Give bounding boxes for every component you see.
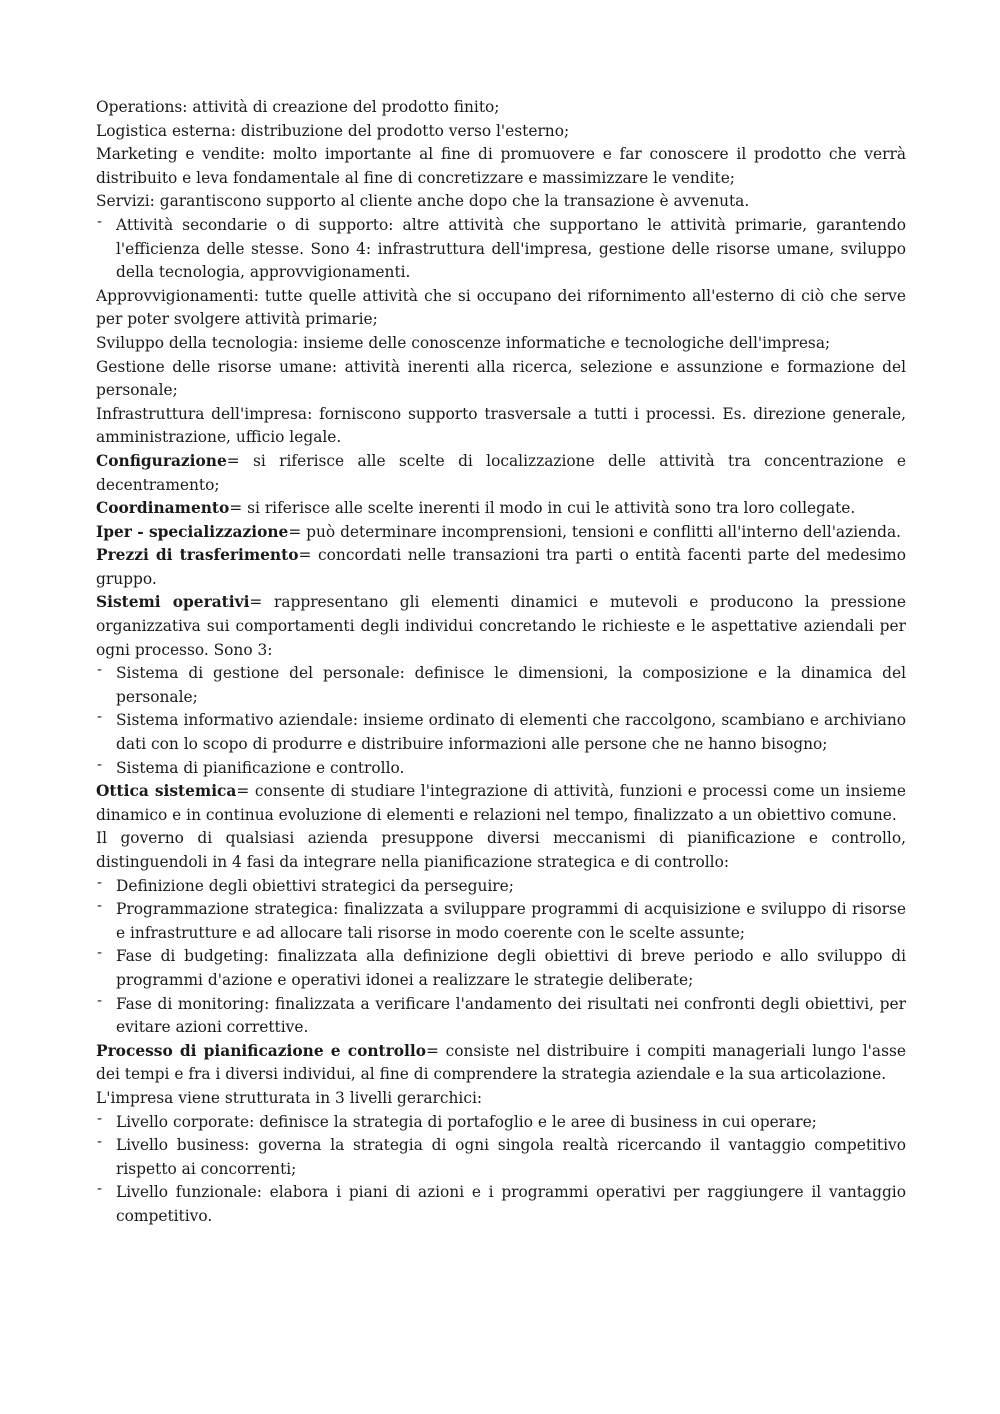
list-item: - Sistema di pianificazione e controllo.: [96, 757, 906, 781]
dash-list: [96, 662, 906, 780]
paragraph: Approvvigionamenti: tutte quelle attività che si occupano dei rifornimento all'esterno di ciò che serve per poter svolgere attività primarie;: [96, 286, 906, 329]
definition-text: = si riferisce alle scelte di localizzazione delle attività tra concentrazione e decentramento;: [96, 451, 906, 494]
list-item: - Sistema informativo aziendale: insieme ordinato di elementi che raccolgono, scambiano e archiviano dati con lo scopo di produrre e distribuire informazioni alle persone che ne hanno bisogno;: [96, 709, 906, 756]
definition-text: = si riferisce alle scelte inerenti il modo in cui le attività sono tra loro collegate.: [229, 499, 856, 518]
definition-term: Sistemi operativi: [96, 593, 250, 612]
definition-paragraph: [96, 544, 906, 591]
definition-term: Iper - specializzazione: [96, 522, 289, 541]
paragraph: L'impresa viene strutturata in 3 livelli gerarchici:: [96, 1088, 483, 1107]
dash-list: [96, 214, 906, 285]
definition-term: Prezzi di trasferimento: [96, 546, 299, 565]
paragraph: Servizi: garantiscono supporto al cliente anche dopo che la transazione è avvenuta.: [96, 192, 750, 211]
list-item: - Sistema di gestione del personale: definisce le dimensioni, la composizione e la dinamica del personale;: [96, 662, 906, 709]
paragraph: Infrastruttura dell'impresa: forniscono supporto trasversale a tutti i processi. Es. direzione generale, amministrazione, ufficio legale.: [96, 404, 906, 447]
definition-term: Coordinamento: [96, 499, 230, 518]
list-item: - Programmazione strategica: finalizzata a sviluppare programmi di acquisizione e sviluppo di risorse e infrastrutture e ad allocare tali risorse in modo coerente con le scelte assunte;: [96, 898, 906, 945]
definition-paragraph: [96, 497, 906, 521]
dash-list: [96, 875, 906, 1040]
list-item: - Livello funzionale: elabora i piani di azioni e i programmi operativi per raggiungere il vantaggio competitivo.: [96, 1181, 906, 1228]
list-item: - Attività secondarie o di supporto: altre attività che supportano le attività primarie, garantendo l'efficienza delle stesse. Sono 4: infrastruttura dell'impresa, gestione delle risorse umane, sviluppo della tecnologia, approvvigionamenti.: [96, 214, 906, 285]
definition-paragraph: [96, 450, 906, 497]
definition-paragraph: [96, 521, 906, 545]
paragraph: Logistica esterna: distribuzione del prodotto verso l'esterno;: [96, 121, 570, 140]
definition-term: Ottica sistemica: [96, 782, 237, 801]
paragraph: Sviluppo della tecnologia: insieme delle conoscenze informatiche e tecnologiche dell'impresa;: [96, 333, 831, 352]
paragraph: Il governo di qualsiasi azienda presuppone diversi meccanismi di pianificazione e controllo, distinguendoli in 4 fasi da integrare nella pianificazione strategica e di controllo:: [96, 829, 906, 871]
paragraph: Gestione delle risorse umane: attività inerenti alla ricerca, selezione e assunzione e formazione del personale;: [96, 357, 906, 400]
list-item: - Fase di budgeting: finalizzata alla definizione degli obiettivi di breve periodo e allo sviluppo di programmi d'azione e operativi idonei a realizzare le strategie deliberate;: [96, 945, 906, 992]
definition-paragraph: [96, 591, 906, 662]
list-item: - Fase di monitoring: finalizzata a verificare l'andamento dei risultati nei confronti degli obiettivi, per evitare azioni correttive.: [96, 993, 906, 1040]
definition-term: Configurazione: [96, 451, 227, 470]
definition-text: = concordati nelle transazioni tra parti o entità facenti parte del medesimo gruppo.: [96, 546, 906, 588]
list-item: - Definizione degli obiettivi strategici da perseguire;: [96, 875, 906, 899]
definition-text: = consiste nel distribuire i compiti manageriali lungo l'asse dei tempi e fra i diversi individui, al fine di comprendere la strategia aziendale e la sua articolazione.: [96, 1041, 906, 1084]
document-page: [96, 96, 906, 1229]
dash-list: [96, 1111, 906, 1229]
list-item: - Livello corporate: definisce la strategia di portafoglio e le aree di business in cui operare;: [96, 1111, 906, 1135]
definition-term: Processo di pianificazione e controllo: [96, 1041, 426, 1060]
definition-text: = consente di studiare l'integrazione di attività, funzioni e processi come un insieme dinamico e in continua evoluzione di elementi e relazioni nel tempo, finalizzato a un obiettivo comune.: [96, 782, 906, 824]
definition-text: = può determinare incomprensioni, tensioni e conflitti all'interno dell'azienda.: [288, 522, 902, 541]
definition-text: = rappresentano gli elementi dinamici e mutevoli e producono la pressione organizzativa sui comportamenti degli individui concretando le richieste e le aspettative aziendali per ogni processo. Sono 3:: [96, 593, 906, 659]
definition-paragraph: [96, 1040, 906, 1087]
paragraph: Marketing e vendite: molto importante al fine di promuovere e far conoscere il prodotto che verrà distribuito e leva fondamentale al fine di concretizzare e massimizzare le vendite;: [96, 145, 906, 187]
paragraph: Operations: attività di creazione del prodotto finito;: [96, 98, 500, 116]
definition-paragraph: [96, 780, 906, 827]
list-item: - Livello business: governa la strategia di ogni singola realtà ricercando il vantaggio competitivo rispetto ai concorrenti;: [96, 1134, 906, 1181]
